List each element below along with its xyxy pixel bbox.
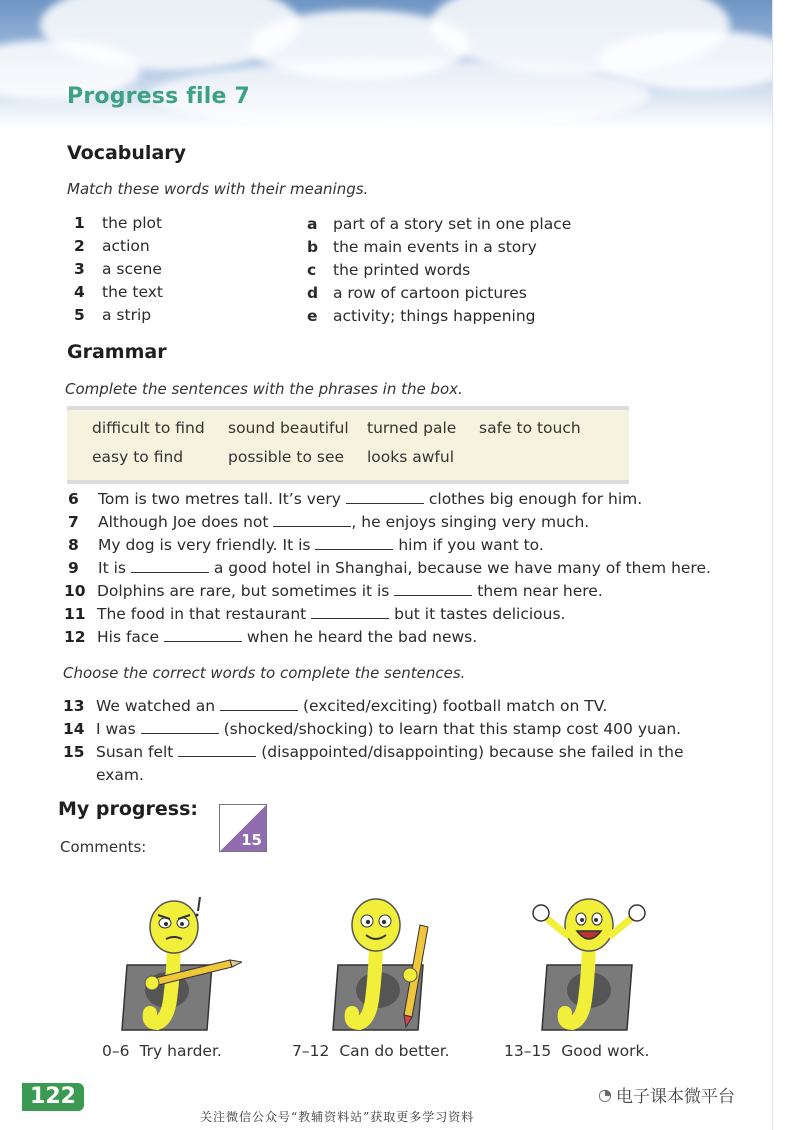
answer-blank[interactable] [164, 627, 242, 642]
vocab-word: 5 a strip [74, 306, 152, 324]
vocab-word: 2 action [74, 237, 150, 255]
vocab-meaning: d a row of cartoon pictures [307, 284, 527, 302]
phrase-chip: easy to find [92, 448, 184, 466]
phrase-chip: difficult to find [92, 419, 205, 437]
level-caption: 7–12 Can do better. [292, 1042, 450, 1060]
sentence-row: 11 The food in that restaurant but it tastes delicious. [64, 605, 566, 623]
page-title: Progress file 7 [67, 84, 250, 109]
wechat-icon: ◔ [598, 1085, 612, 1104]
answer-blank[interactable] [141, 719, 219, 734]
vocab-meaning: b the main events in a story [307, 238, 537, 256]
sentence-row: 14 I was (shocked/shocking) to learn that this stamp cost 400 yuan. [63, 720, 682, 738]
sentence-row: 9 It is a good hotel in Shanghai, because we have many of them here. [68, 559, 711, 577]
answer-blank[interactable] [131, 558, 209, 573]
answer-blank[interactable] [394, 581, 472, 596]
my-progress-heading: My progress: [58, 798, 199, 820]
phrase-chip: safe to touch [479, 419, 581, 437]
sentence-row: 15 Susan felt (disappointed/disappointing) because she failed in the [63, 743, 684, 761]
answer-blank[interactable] [315, 535, 393, 550]
vocab-word: 3 a scene [74, 260, 162, 278]
vocab-meaning: a part of a story set in one place [307, 215, 572, 233]
phrase-chip: turned pale [367, 419, 457, 437]
phrase-chip: sound beautiful [228, 419, 349, 437]
phrase-chip: possible to see [228, 448, 345, 466]
sentence-row: 10 Dolphins are rare, but sometimes it is them near here. [64, 582, 603, 600]
page-edge [772, 0, 800, 1130]
comments-label: Comments: [60, 838, 147, 856]
vocab-word: 1 the plot [74, 214, 163, 232]
sentence-row: 12 His face when he heard the bad news. [64, 628, 478, 646]
vocabulary-heading: Vocabulary [67, 142, 187, 164]
sentence-continuation: exam. [96, 766, 144, 784]
level-caption: 0–6 Try harder. [102, 1042, 222, 1060]
answer-blank[interactable] [220, 696, 298, 711]
grammar-instruction-2: Choose the correct words to complete the sentences. [63, 664, 466, 682]
grammar-heading: Grammar [67, 341, 167, 363]
level-caption: 13–15 Good work. [504, 1042, 650, 1060]
footer-note: 关注微信公众号“教辅资料站”获取更多学习资料 [200, 1110, 475, 1124]
score-box [219, 804, 267, 852]
watermark [598, 1082, 735, 1107]
phrase-box [67, 406, 629, 484]
vocabulary-instruction: Match these words with their meanings. [67, 180, 369, 198]
page-number: 122 [22, 1083, 84, 1111]
sentence-row: 7 Although Joe does not , he enjoys singing very much. [68, 513, 590, 531]
try-harder-mascot-icon [112, 895, 242, 1035]
good-work-mascot-icon [527, 895, 657, 1035]
score-value: 15 [241, 831, 262, 849]
phrase-chip: looks awful [367, 448, 455, 466]
vocab-word: 4 the text [74, 283, 163, 301]
answer-blank[interactable] [311, 604, 389, 619]
sentence-row: 8 My dog is very friendly. It is him if you want to. [68, 536, 544, 554]
sentence-row: 13 We watched an (excited/exciting) football match on TV. [63, 697, 608, 715]
answer-blank[interactable] [273, 512, 351, 527]
vocab-meaning: e activity; things happening [307, 307, 536, 325]
can-do-better-mascot-icon [318, 895, 448, 1035]
vocab-meaning: c the printed words [307, 261, 471, 279]
answer-blank[interactable] [178, 742, 256, 757]
sentence-row: 6 Tom is two metres tall. It’s very clothes big enough for him. [68, 490, 643, 508]
watermark-text: 电子课本微平台 [615, 1087, 735, 1107]
grammar-instruction-1: Complete the sentences with the phrases in the box. [65, 380, 463, 398]
answer-blank[interactable] [346, 489, 424, 504]
